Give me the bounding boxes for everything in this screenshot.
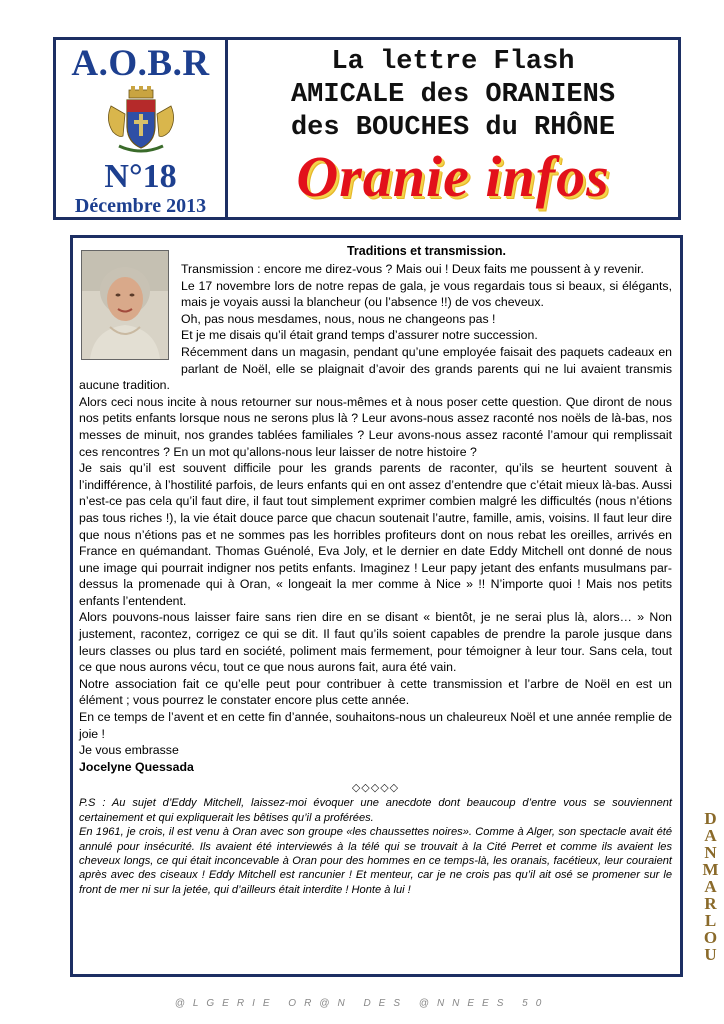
headline-line-1: La lettre Flash xyxy=(331,47,575,77)
postscript-paragraph: En 1961, je crois, il est venu à Oran avec son groupe «les chaussettes noires». Comme à Alger, son spectacle avait été annulé pour insécurité. Ils avaient été interviewés à la télé qui se trouvait à la Cité Perret et comme ils avaient les cheveux longs, ce qui était inconcevable à Oran pour des hommes en ce temps-là, les oranais, facétieux, leur couraient après avec des ciseaux ! Eddy Mitchell est rancunier ! Et menteur, car je ne crois pas qu’il ait osé se promener sur le front de mer ni sur la jetée, qui d’ailleurs était interdite ! Honte à lui ! xyxy=(79,826,672,896)
side-signature-text: DANMARLOU xyxy=(701,808,720,962)
article-paragraph: Oh, pas nous mesdames, nous, nous ne changeons pas ! xyxy=(181,311,496,326)
article-paragraph: En ce temps de l’avent et en cette fin d’année, souhaitons-nous un chaleureux Noël et une année remplie de joie ! xyxy=(79,710,672,741)
masthead xyxy=(53,37,681,220)
issue-number: N°18 xyxy=(104,158,177,195)
article-paragraph: Je sais qu’il est souvent difficile pour les grands parents de raconter, qu’ils se heurtent souvent à l’indifférence, à l’hostilité parfois, de leurs enfants qui en ont assez d’entendre que c’était mieux là-bas. Aussi n’est-ce pas cela qu’il faut dire, il faut tout simplement exprimer combien malgré les difficultés (nous n’étions pas tous riches !), la vie était douce parce que chacun soutenait l’autre, famille, amis, voisins. Il faut leur dire que nous n’étions pas et ne sommes pas les horribles profiteurs dont on nous rebat les oreilles, arrivés en France en quémandant. Thomas Guénolé, Eva Joly, et le dernier en date Eddy Mitchell ont donné de nous une image qui pourrait indigner nos petits enfants. Imaginez ! Leur papy jetant des enfants musulmans par-dessus la promenade qui à Oran, « longeait la mer comme à Nice » !! N’importe quoi ! Mais nos petits enfants l’entendent. xyxy=(79,461,672,608)
article-paragraph: Le 17 novembre lors de notre repas de gala, je vous regardais tous si beaux, si élégants, mais je voyais aussi la blancheur (ou l’absence !!) de vos cheveux. xyxy=(181,278,672,310)
masthead-left-panel xyxy=(56,40,228,217)
masthead-right-panel xyxy=(228,40,678,217)
org-acronym: A.O.B.R xyxy=(71,43,210,84)
article-frame xyxy=(70,235,683,977)
headline-line-3: des BOUCHES du RHÔNE xyxy=(290,113,616,143)
article-title: Traditions et transmission. xyxy=(346,244,507,258)
article-paragraph: Alors ceci nous incite à nous retourner sur nous-mêmes et à nous poser cette question. Que diront de nous nos petits enfants lorsque nous ne serons plus là ? Leur avons-nous assez raconté nos noëls de là-bas, nos messes de minuit, nos grandes tablées familiales ? Leur avons-nous assez raconté l’amour qui remplissait ces rencontres ? En un mot qu’allons-nous leur laisser de notre histoire ? xyxy=(79,394,672,459)
issue-date: Décembre 2013 xyxy=(74,195,207,217)
article-paragraph: Je vous embrasse xyxy=(79,743,179,758)
page-footer: @LGERIE OR@N DES @NNEES 50 xyxy=(174,998,550,1009)
signature: Jocelyne Quessada xyxy=(79,759,194,774)
article-paragraph: Notre association fait ce qu’elle peut pour contribuer à cette transmission et l’arbre de Noël en est un élément ; vous pourrez le constater encore plus cette année. xyxy=(79,676,672,708)
article-paragraph: Transmission : encore me direz-vous ? Mais oui ! Deux faits me poussent à y revenir. xyxy=(181,262,644,276)
postscript xyxy=(79,796,672,897)
portrait-photo-icon xyxy=(82,251,168,359)
article-paragraph: Et je me disais qu’il était grand temps d’assurer notre succession. xyxy=(181,328,538,343)
postscript-paragraph: P.S : Au sujet d’Eddy Mitchell, laissez-moi évoquer une anecdote dont beaucoup d’entre vous se souviennent certainement et qui expliquerait les bêtises qu’il a proférées. xyxy=(79,797,672,824)
article-paragraph: Récemment dans un magasin, pendant qu’une employée faisait des paquets cadeaux en parlant de Noël, elle se plaignait d’avoir des grands parents qui ne lui avaient transmis aucune tradition. xyxy=(79,344,672,393)
article-paragraph: Alors pouvons-nous laisser faire sans rien dire en se disant « bientôt, je ne serai plus là, alors… » Non justement, racontez, corrigez ce qui se dit. Il faut qu’ils soient capables de prendre la parole jusque dans leurs classes ou plus tard en société, poliment mais fermement, pour témoigner à leur tour. Sans cela, tout ce que nous aurons vécu, tout ce que nous aurons fait, aura été vain. xyxy=(79,610,672,675)
brand-title: Oranie infos xyxy=(296,144,610,209)
headline-line-2: AMICALE des ORANIENS xyxy=(290,80,616,110)
author-portrait xyxy=(81,250,169,360)
separator-ornament: ◇◇◇◇◇ xyxy=(351,782,400,795)
coat-of-arms-icon xyxy=(101,86,181,156)
